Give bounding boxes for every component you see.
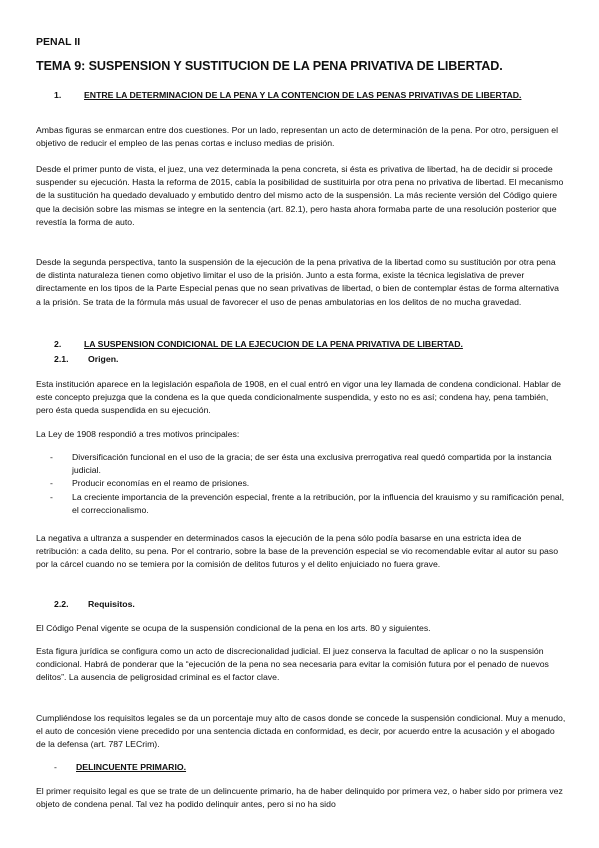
subsection-title: Requisitos. bbox=[88, 599, 135, 609]
list-item bbox=[50, 491, 570, 517]
list-item-text: Producir economías en el reamo de prisiones. bbox=[72, 478, 250, 489]
section-2-heading bbox=[54, 338, 574, 352]
section-number: 2. bbox=[54, 339, 62, 349]
bullet-marker: - bbox=[50, 478, 53, 489]
section-title: ENTRE LA DETERMINACION DE LA PENA Y LA CONTENCION DE LAS PENAS PRIVATIVAS DE LIBERTAD. bbox=[84, 90, 522, 100]
bullet-marker: - bbox=[50, 452, 53, 462]
paragraph: La Ley de 1908 respondió a tres motivos principales: bbox=[36, 429, 240, 439]
paragraph: Desde el primer punto de vista, el juez, una vez determinada la pena concreta, si ésta es privativa de libertad, ha de decidir si procede suspender su ejecución. Hasta la reforma de 2015, cabía la posibilidad de sustituirla por otra pena no privativa de libertad. El mecanismo de la sustitución ha quedado devaluado y embutido dentro del mismo acto de la suspensión. La más reciente versión del Código quiere que la decisión sobre las mismas se integre en la sentencia (art. 82.1), pero hasta ahora formaba parte de una resolución posterior que revestía la forma de auto. bbox=[36, 164, 564, 227]
paragraph: Desde la segunda perspectiva, tanto la suspensión de la ejecución de la pena privativa de la libertad como su sustitución por otra pena de distinta naturaleza tienen como objetivo limitar el uso de la prisión. Junto a esta forma, existe la técnica legislativa de prever directamente en los tipos de la Parte Especial penas que no sean privativas de libertad, o bien de contemplar éstas de forma alternativa a la prisión. Se trata de la fórmula más usual de favorecer el uso de penas ambulatorias en los delitos de no mucha gravedad. bbox=[36, 257, 560, 307]
subsection-number: 2.2. bbox=[54, 599, 69, 609]
list-item bbox=[50, 451, 570, 477]
subsection-number: 2.1. bbox=[54, 354, 69, 364]
page-title: TEMA 9: SUSPENSION Y SUSTITUCION DE LA PENA PRIVATIVA DE LIBERTAD. bbox=[36, 59, 503, 73]
bullet-list bbox=[50, 451, 570, 517]
list-item-text: La creciente importancia de la prevención especial, frente a la retribución, por la influencia del krauismo y su ramificación penal, el correccionalismo. bbox=[72, 491, 565, 515]
list-item bbox=[50, 477, 570, 490]
requirement-title: DELINCUENTE PRIMARIO. bbox=[76, 762, 187, 772]
paragraph: Cumpliéndose los requisitos legales se da un porcentaje muy alto de casos donde se concede la suspensión condicional. Muy a menudo, el auto de concesión viene precedido por una sentencia dictada en conformidad, es decir, por acuerdo entre la acusación y el abogado de la defensa (art. 787 LECrim). bbox=[36, 713, 566, 750]
paragraph: Esta institución aparece en la legislación española de 1908, en el cual entró en vigor una ley llamada de condena condicional. Hablar de este concepto prejuzga que la condena es la que queda condicionalmente suspendida, y esto no es así; condena hay, pena también, pero ésta queda suspendida en su ejecución. bbox=[36, 379, 561, 416]
paragraph: El primer requisito legal es que se trate de un delincuente primario, ha de haber delinquido por primera vez, o haber sido por primera vez objeto de condena penal. Tal vez ha podido delinquir antes, pero si no ha sido bbox=[36, 786, 563, 810]
section-1-heading bbox=[54, 89, 534, 117]
paragraph: Esta figura jurídica se configura como un acto de discrecionalidad judicial. El juez conserva la facultad de aplicar o no la suspensión condicional. Habrá de ponderar que la “ejecución de la pena no sea necesaria para evitar la comisión futura por el penado de nuevos delitos”. La ausencia de peligrosidad criminal es el factor clave. bbox=[36, 646, 549, 683]
section-number: 1. bbox=[54, 90, 62, 100]
subsection-title: Origen. bbox=[88, 354, 119, 364]
bullet-marker: - bbox=[54, 762, 57, 772]
section-title: LA SUSPENSION CONDICIONAL DE LA EJECUCION DE LA PENA PRIVATIVA DE LIBERTAD. bbox=[84, 339, 463, 349]
subsection-2-1-heading bbox=[54, 353, 254, 367]
list-item-text: Diversificación funcional en el uso de la gracia; de ser ésta una exclusiva prerrogativa real quedó compartida por la instancia judicial. bbox=[72, 452, 552, 476]
paragraph: El Código Penal vigente se ocupa de la suspensión condicional de la pena en los arts. 80 y siguientes. bbox=[36, 623, 431, 633]
paragraph: La negativa a ultranza a suspender en determinados casos la ejecución de la pena sólo podía basarse en una estricta idea de retribución: a cada delito, su pena. Por el contrario, sobre la base de la prevención especial se vio recomendable evitar al autor su paso por la cárcel cuando no se temiera por la comisión de delitos futuros y el delito enjuiciado no fuera grave. bbox=[36, 533, 559, 570]
bullet-marker: - bbox=[50, 491, 53, 502]
subsection-2-2-heading bbox=[54, 598, 254, 612]
paragraph: Ambas figuras se enmarcan entre dos cuestiones. Por un lado, representan un acto de determinación de la pena. Por otro, persiguen el objetivo de reducir el empleo de las penas cortas e incluso medias de prisión. bbox=[36, 125, 559, 149]
course-label: PENAL II bbox=[36, 36, 81, 48]
requirement-item-heading bbox=[54, 761, 354, 775]
